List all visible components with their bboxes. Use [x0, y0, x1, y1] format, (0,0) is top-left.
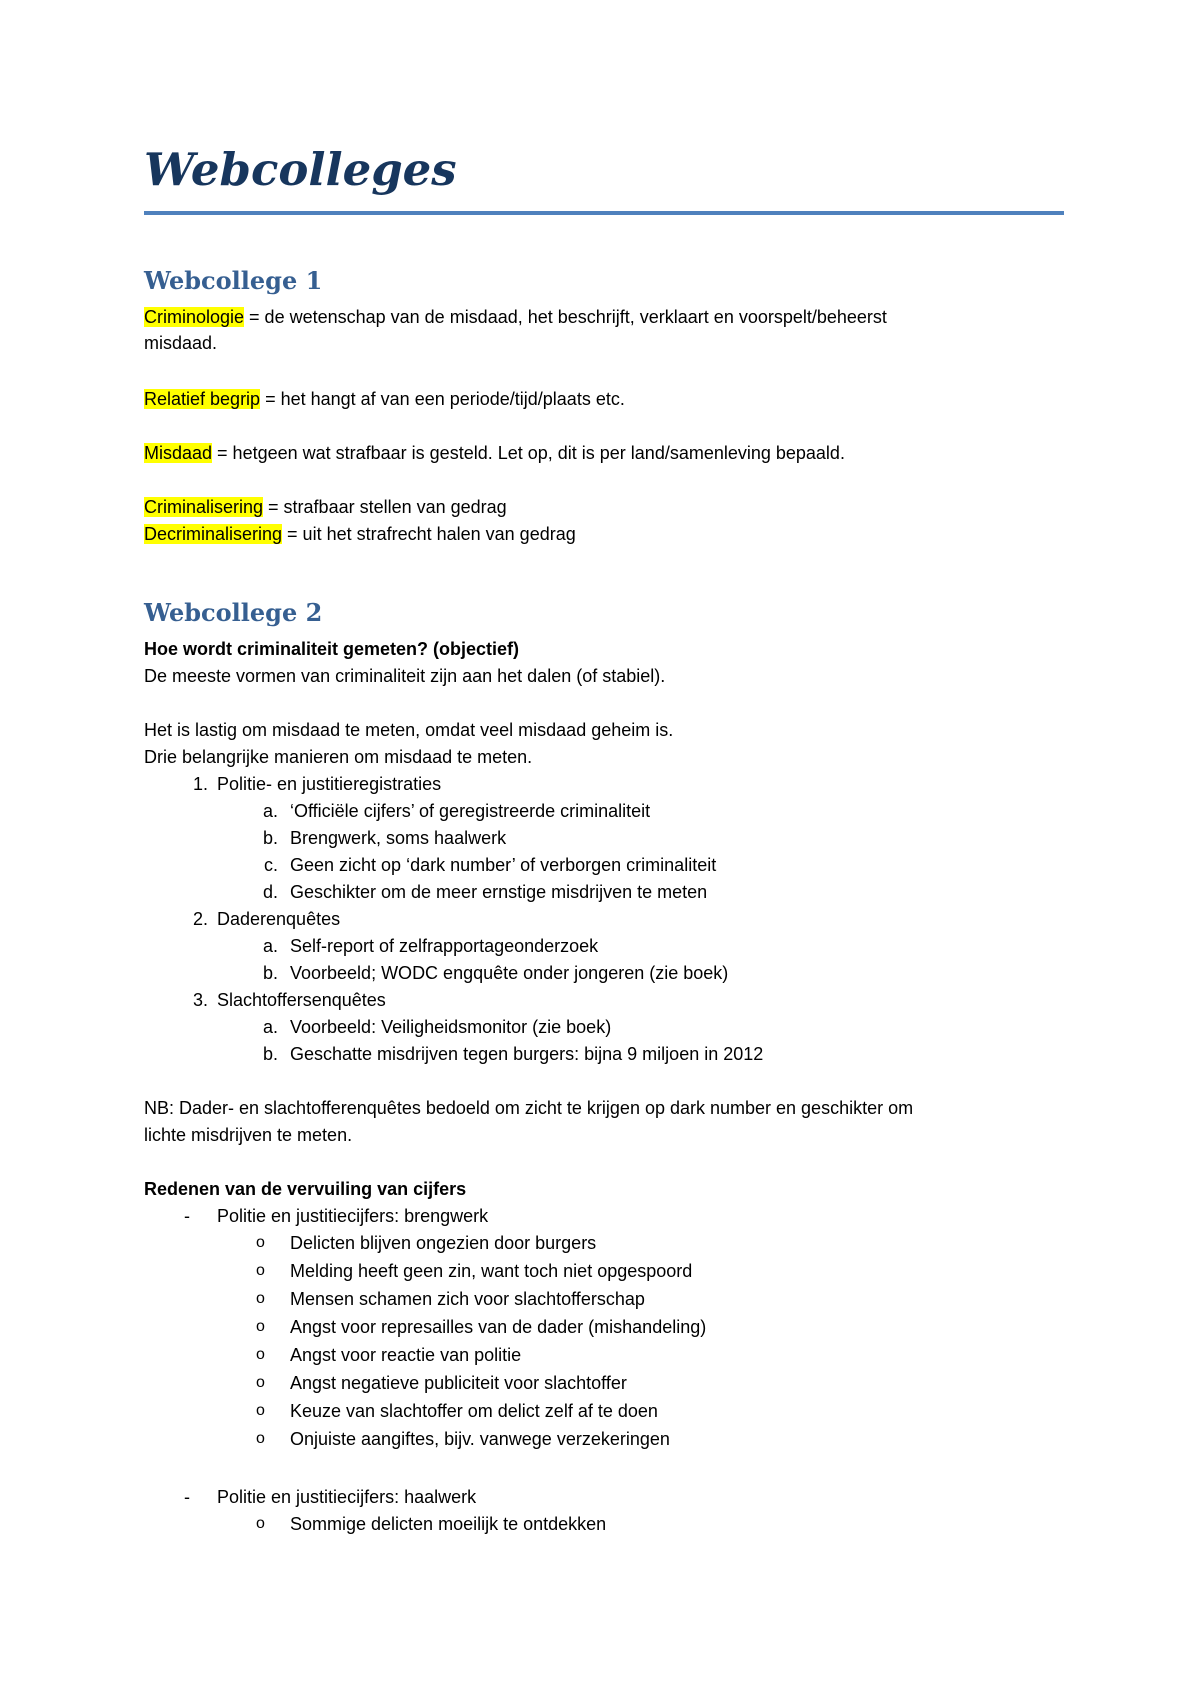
list-item-text: Mensen schamen zich voor slachtofferschap — [290, 1289, 645, 1309]
circle-bullet-icon: o — [256, 1318, 265, 1335]
list-item — [144, 798, 1064, 824]
document-title: Webcolleges — [144, 143, 457, 196]
list-item — [144, 825, 1064, 851]
list-item — [144, 1230, 1064, 1256]
circle-bullet-icon: o — [256, 1234, 265, 1251]
reason-label: Politie en justitiecijfers: haalwerk — [217, 1487, 477, 1507]
intro-text: Het is lastig om misdaad te meten, omdat veel misdaad geheim is. — [144, 720, 674, 740]
list-letter: c. — [263, 855, 278, 875]
definition-text: = uit het strafrecht halen van gedrag — [282, 524, 576, 544]
intro-text: De meeste vormen van criminaliteit zijn aan het dalen (of stabiel). — [144, 666, 666, 686]
nb-note-continuation: lichte misdrijven te meten. — [144, 1125, 353, 1145]
reason-group-brengwerk — [144, 1203, 1064, 1229]
dash-bullet: - — [184, 1487, 190, 1507]
method-item-1 — [144, 771, 1064, 797]
method-label: Slachtoffersenquêtes — [217, 990, 386, 1010]
list-item-text: Sommige delicten moeilijk te ontdekken — [290, 1514, 607, 1534]
heading-webcollege-1: Webcollege 1 — [144, 266, 323, 295]
list-item-text: ‘Officiële cijfers’ of geregistreerde criminaliteit — [290, 801, 651, 821]
title-underline — [144, 211, 1064, 215]
list-letter: b. — [262, 1044, 278, 1064]
definition-misdaad — [144, 440, 845, 466]
list-item — [144, 1426, 1064, 1452]
list-item-text: Melding heeft geen zin, want toch niet opgespoord — [290, 1261, 693, 1281]
list-item — [144, 852, 1064, 878]
circle-bullet-icon: o — [256, 1374, 265, 1391]
list-item-text: Keuze van slachtoffer om delict zelf af te doen — [290, 1401, 658, 1421]
list-item — [144, 1014, 1064, 1040]
method-label: Politie- en justitieregistraties — [217, 774, 442, 794]
list-item — [144, 1511, 1064, 1537]
list-item-text: Geschikter om de meer ernstige misdrijven te meten — [290, 882, 708, 902]
definition-continuation: misdaad. — [144, 333, 218, 353]
definition-criminalisering — [144, 494, 507, 520]
definition-decriminalisering — [144, 521, 576, 547]
list-number: 1. — [192, 774, 208, 794]
method-item-2 — [144, 906, 1064, 932]
list-item — [144, 1342, 1064, 1368]
circle-bullet-icon: o — [256, 1262, 265, 1279]
list-item — [144, 1286, 1064, 1312]
list-letter: b. — [262, 828, 278, 848]
definition-text: = de wetenschap van de misdaad, het beschrijft, verklaart en voorspelt/beheerst — [244, 307, 887, 327]
definition-term: Misdaad — [144, 443, 213, 463]
definition-term: Criminalisering — [144, 497, 264, 517]
list-item-text: Geen zicht op ‘dark number’ of verborgen criminaliteit — [290, 855, 717, 875]
list-letter: b. — [262, 963, 278, 983]
definition-text: = het hangt af van een periode/tijd/plaats etc. — [260, 389, 625, 409]
definition-relatief-begrip — [144, 386, 625, 412]
definition-term: Criminologie — [144, 307, 245, 327]
list-item — [144, 1398, 1064, 1424]
list-item-text: Voorbeeld: Veiligheidsmonitor (zie boek) — [290, 1017, 612, 1037]
method-label: Daderenquêtes — [217, 909, 341, 929]
subheading-reasons: Redenen van de vervuiling van cijfers — [144, 1179, 467, 1199]
circle-bullet-icon: o — [256, 1402, 265, 1419]
list-letter: a. — [262, 1017, 278, 1037]
list-letter: d. — [262, 882, 278, 902]
list-item-text: Angst negatieve publiciteit voor slachtoffer — [290, 1373, 627, 1393]
list-item — [144, 1258, 1064, 1284]
list-item — [144, 1041, 1064, 1067]
definition-term: Relatief begrip — [144, 389, 261, 409]
circle-bullet-icon: o — [256, 1515, 265, 1532]
heading-webcollege-2: Webcollege 2 — [144, 598, 323, 627]
nb-note: NB: Dader- en slachtofferenquêtes bedoeld om zicht te krijgen op dark number en geschikter om — [144, 1098, 914, 1118]
list-item-text: Delicten blijven ongezien door burgers — [290, 1233, 597, 1253]
list-item — [144, 960, 1064, 986]
definition-text: = hetgeen wat strafbaar is gesteld. Let op, dit is per land/samenleving bepaald. — [212, 443, 845, 463]
list-item-text: Onjuiste aangiftes, bijv. vanwege verzekeringen — [290, 1429, 670, 1449]
list-item-text: Self-report of zelfrapportageonderzoek — [290, 936, 599, 956]
circle-bullet-icon: o — [256, 1346, 265, 1363]
list-letter: a. — [262, 801, 278, 821]
list-number: 2. — [192, 909, 208, 929]
list-item-text: Geschatte misdrijven tegen burgers: bijna 9 miljoen in 2012 — [290, 1044, 764, 1064]
list-item-text: Angst voor represailles van de dader (mishandeling) — [290, 1317, 707, 1337]
circle-bullet-icon: o — [256, 1290, 265, 1307]
dash-bullet: - — [184, 1206, 190, 1226]
definition-criminologie — [144, 304, 887, 330]
list-item — [144, 933, 1064, 959]
list-item-text: Brengwerk, soms haalwerk — [290, 828, 507, 848]
list-number: 3. — [192, 990, 208, 1010]
definition-text: = strafbaar stellen van gedrag — [263, 497, 507, 517]
intro-text: Drie belangrijke manieren om misdaad te meten. — [144, 747, 533, 767]
list-item-text: Voorbeeld; WODC engquête onder jongeren (zie boek) — [290, 963, 729, 983]
list-item-text: Angst voor reactie van politie — [290, 1345, 522, 1365]
reason-label: Politie en justitiecijfers: brengwerk — [217, 1206, 489, 1226]
definition-term: Decriminalisering — [144, 524, 283, 544]
reason-group-haalwerk — [144, 1484, 1064, 1510]
subheading-measurement: Hoe wordt criminaliteit gemeten? (objectief) — [144, 639, 520, 659]
circle-bullet-icon: o — [256, 1430, 265, 1447]
list-item — [144, 1370, 1064, 1396]
list-letter: a. — [262, 936, 278, 956]
list-item — [144, 879, 1064, 905]
list-item — [144, 1314, 1064, 1340]
method-item-3 — [144, 987, 1064, 1013]
